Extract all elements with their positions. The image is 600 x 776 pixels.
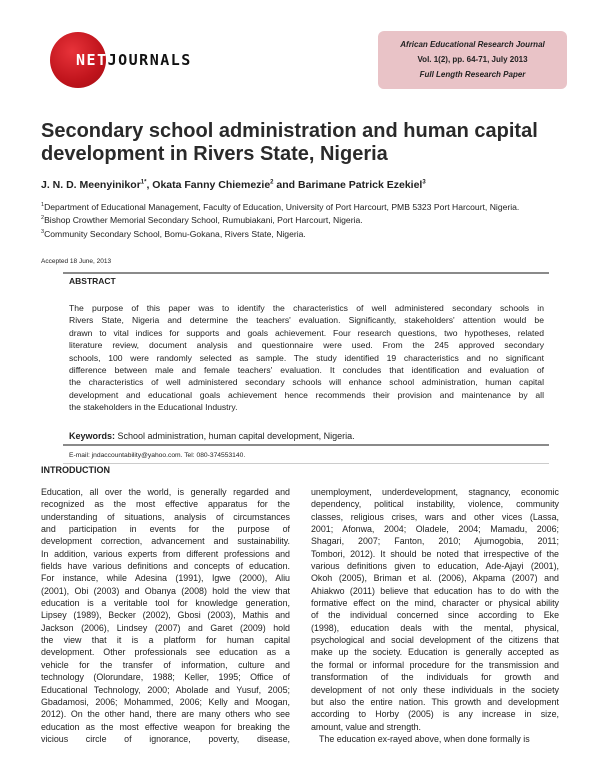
author-sep: and bbox=[273, 179, 299, 191]
text-line: education is a veritable tool for knowledge generation, bbox=[41, 598, 290, 609]
text-line: Okoh (2005), Briman et al. (2006), Akpama (2007) and bbox=[311, 573, 559, 584]
affiliation bbox=[41, 200, 561, 213]
paper-title: Secondary school administration and human capital development in Rivers State, Nigeria bbox=[41, 120, 538, 165]
logo-net: NET bbox=[76, 51, 108, 69]
introduction-heading: INTRODUCTION bbox=[41, 465, 110, 475]
author-sep: , bbox=[146, 179, 153, 191]
text-line: vicious circle of ignorance, poverty, disease, bbox=[41, 733, 290, 744]
text-line: Tombori, 2012). It should be noted that irrespective of the bbox=[311, 548, 559, 559]
text-line: literature review, document analysis and questionnaire were used. From the 245 approved secondary bbox=[69, 340, 544, 351]
journal-volume: Vol. 1(2), pp. 64-71, July 2013 bbox=[417, 55, 528, 64]
text-line: dependency, political instability, violence, community bbox=[311, 499, 559, 510]
affiliation-sup: 3 bbox=[41, 228, 45, 235]
abstract-heading: ABSTRACT bbox=[69, 276, 116, 286]
text-line: psychological and social development of the citizens that bbox=[311, 635, 559, 646]
text-line: Gbadamosi, 2006; Mohammed, 2006; Kelly and Moogan, bbox=[41, 696, 290, 707]
text-line: (1998), education deals with the mental, physical, bbox=[311, 622, 559, 633]
text-line: 2012). On the other hand, there are many others who see bbox=[41, 709, 290, 720]
text-line: development of not only these individuals in the society bbox=[311, 684, 559, 695]
text-line: of the individual concerned since according to Eke bbox=[311, 610, 559, 621]
affiliation-text: Community Secondary School, Bomu-Gokana, Rivers State, Nigeria. bbox=[44, 228, 306, 239]
text-line: Jackson (2006), Lindsey (2007) and Garet (2009) hold bbox=[41, 622, 290, 633]
journal-info-box bbox=[378, 31, 567, 89]
text-line: vehicle for the transfer of information, culture and bbox=[41, 659, 290, 670]
text-line: the characteristics of well administered secondary schools will enhance school administration, human capital bbox=[69, 377, 544, 388]
text-line: recognized as the most effective apparatus for the bbox=[41, 499, 290, 510]
author-sup: 1* bbox=[140, 179, 147, 186]
journal-name: African Educational Research Journal bbox=[400, 40, 545, 49]
affiliation-sup: 2 bbox=[41, 215, 45, 222]
text-line: but also the entire nation. This growth and development bbox=[311, 696, 559, 707]
author-sup: 3 bbox=[422, 179, 426, 186]
text-line: the stakeholders in the Educational Industry. bbox=[69, 402, 238, 413]
text-line: Ahiakwo (2011) believe that education has to do with the bbox=[311, 585, 559, 596]
author-name: Barimane Patrick Ezekiel bbox=[298, 179, 423, 191]
text-line: classes, religious crises, wars and other vices (Lassa, bbox=[311, 511, 559, 522]
text-line: (2001), Obi (2003) and Obanya (2008) hold the view that bbox=[41, 585, 290, 596]
text-line: 2001; Afonwa, 2004; Oladele, 2004; Mamadu, 2006; bbox=[311, 524, 559, 535]
text-line: understanding of situations, analysis of circumstances bbox=[41, 511, 290, 522]
text-line: the formal or informal procedure for the transmission and bbox=[311, 659, 559, 670]
netjournals-logo-text bbox=[76, 51, 192, 69]
text-line: development and educational goals achievement hence recommends their provision and maintenance by all bbox=[69, 389, 544, 400]
keywords bbox=[69, 431, 355, 441]
affiliation-text: Bishop Crowther Memorial Secondary School, Rumubiakani, Port Harcourt, Nigeria. bbox=[44, 215, 363, 226]
text-line: drawn to vital indices for supports and goals achievement. Four research questions, two hypotheses, related bbox=[69, 327, 544, 338]
affiliation-text: Department of Educational Management, Faculty of Education, University of Port Harcourt, PMB 5323 Port Harcourt, Nigeria. bbox=[44, 201, 520, 212]
text-line: Rivers State, Nigeria and determine the teachers' evaluation. Significantly, stakeholders' attention would be bbox=[69, 315, 544, 326]
text-line: difference between male and female teachers' evaluation. It concludes that identification and evaluation of bbox=[69, 364, 544, 375]
author-sup: 2 bbox=[270, 179, 274, 186]
text-line: technology (Olorundare, 1988; Keller, 1995; Office of bbox=[41, 672, 290, 683]
author-list bbox=[41, 179, 426, 191]
text-line: various definitions given to education, Ade-Ajayi (2001), bbox=[311, 561, 559, 572]
text-line: Educational Technology, 2000; Abolade and Yusuf, 2005; bbox=[41, 684, 290, 695]
text-line: The purpose of this paper was to identify the characteristics of well administered secondary schools in bbox=[69, 303, 544, 313]
affiliations bbox=[41, 200, 561, 240]
text-line: development. Other professionals see education as a bbox=[41, 647, 290, 658]
abstract-body bbox=[69, 302, 544, 414]
affiliation bbox=[41, 213, 561, 226]
divider bbox=[63, 463, 549, 464]
text-line: amount, value and strength. bbox=[311, 721, 422, 732]
text-line: make up the society. Education is generally accepted as bbox=[311, 647, 559, 658]
text-line: the view that it is a platform for human capital bbox=[41, 635, 290, 646]
text-line: The education ex-rayed above, when done formally is bbox=[319, 733, 530, 744]
text-line: Shagari, 2007; Fanton, 2010; Ajumogobia, 2011; bbox=[311, 536, 559, 547]
divider bbox=[63, 272, 549, 274]
divider bbox=[63, 444, 549, 446]
text-line: formative effect on the mind, character or physical ability bbox=[311, 598, 559, 609]
introduction-right-column bbox=[311, 486, 559, 745]
text-line: schools, 100 were randomly selected as sample. The study identified 19 characteristics and no significant bbox=[69, 352, 544, 363]
accepted-date: Accepted 18 June, 2013 bbox=[41, 258, 112, 265]
keywords-label: Keywords: bbox=[69, 431, 116, 441]
contact-info: E-mail: jndaccountability@yahoo.com. Tel: 080-374553140. bbox=[69, 452, 246, 459]
text-line: transformation of the individuals for growth and bbox=[311, 672, 559, 683]
author-name: Okata Fanny Chiemezie bbox=[152, 179, 271, 191]
text-line: and participation in events for the purpose of bbox=[41, 524, 290, 535]
affiliation-sup: 1 bbox=[41, 202, 45, 208]
paper-type: Full Length Research Paper bbox=[419, 70, 526, 79]
affiliation bbox=[41, 227, 561, 240]
text-line: Lipsey (1989), Becker (2002), Gbosi (2003), Mathis and bbox=[41, 610, 290, 621]
text-line: In addition, various experts from different professions and bbox=[41, 548, 290, 559]
text-line: education as the most effective weapon for breaking the bbox=[41, 721, 290, 732]
text-line: Education, all over the world, is generally regarded and bbox=[41, 487, 290, 497]
introduction-left-column bbox=[41, 486, 290, 745]
author-name: J. N. D. Meenyinikor bbox=[41, 179, 141, 191]
text-line: unemployment, underdevelopment, stagnancy, economic bbox=[311, 487, 559, 497]
text-line: fields have various definitions and concepts of education. bbox=[41, 561, 290, 572]
text-line: according to Horby (2005) is any increase in size, bbox=[311, 709, 559, 720]
text-line: For instance, while Adesina (1991), Igwe (2000), Aliu bbox=[41, 573, 290, 584]
keywords-text: School administration, human capital development, Nigeria. bbox=[117, 431, 355, 441]
logo-journals: JOURNALS bbox=[107, 51, 192, 69]
text-line: development correction, advancement and sustainability. bbox=[41, 536, 290, 547]
